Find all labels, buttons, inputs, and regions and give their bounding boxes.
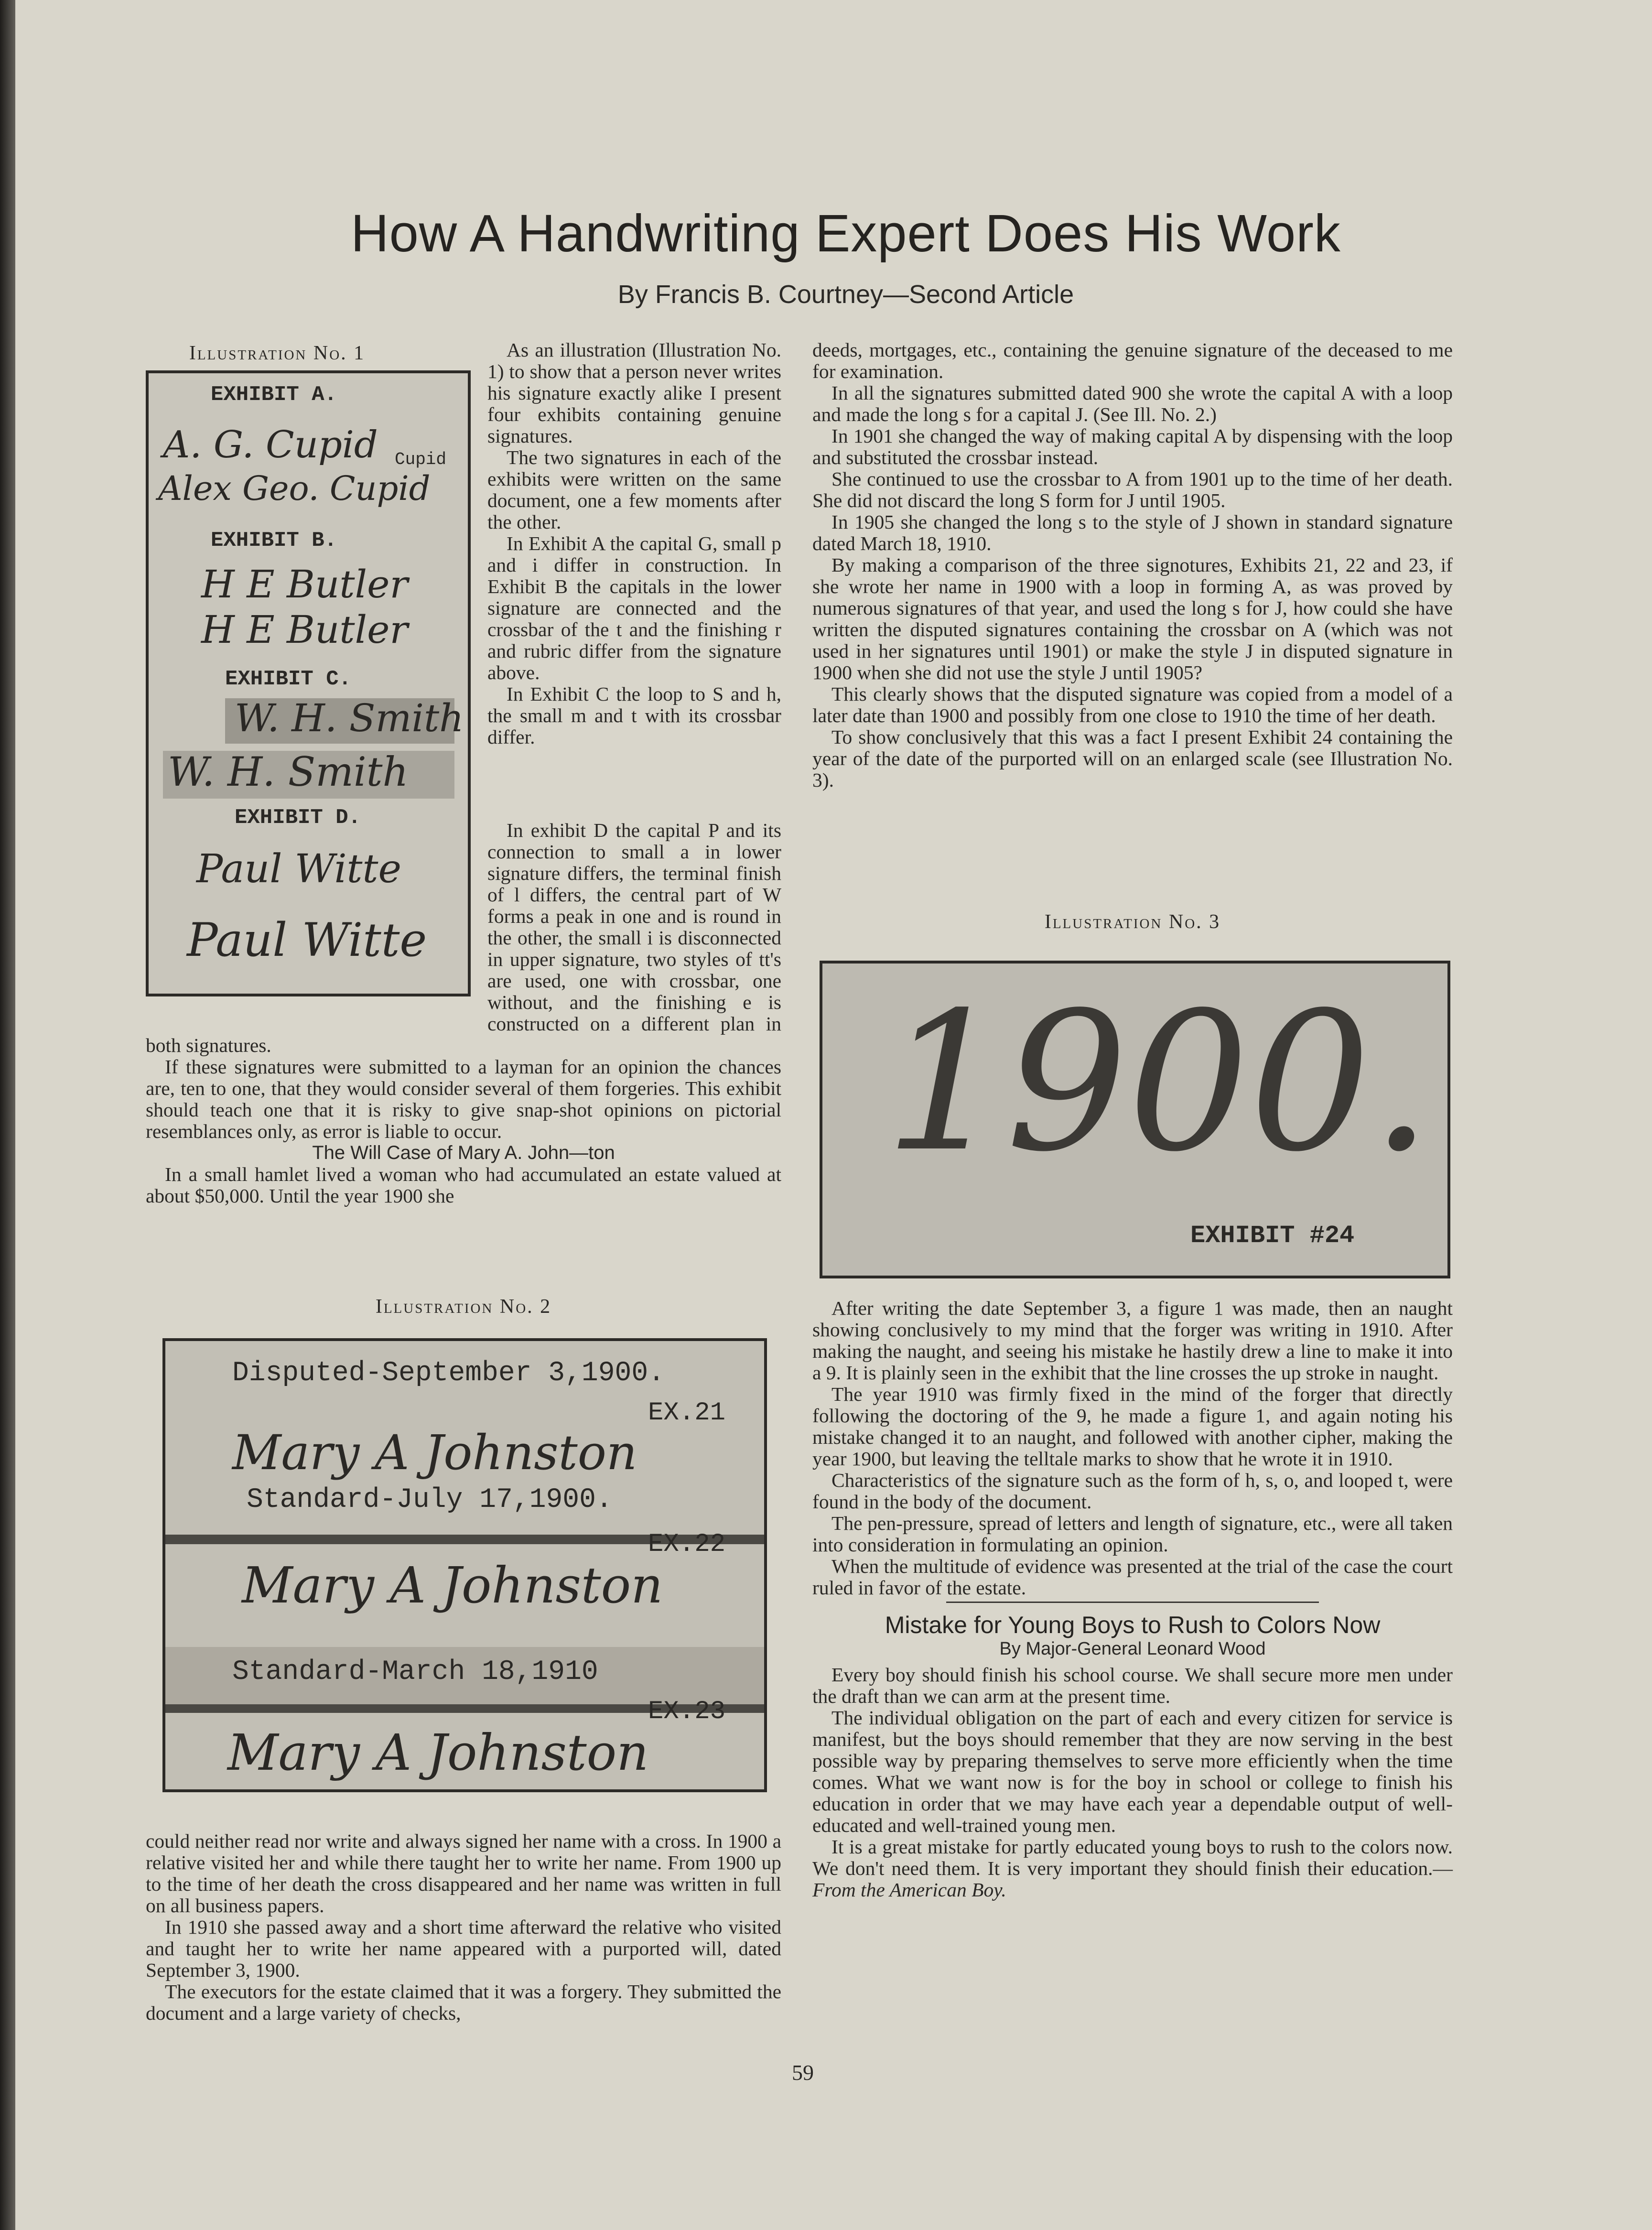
exhibit-21-label: EX.21 — [648, 1398, 726, 1428]
standard-1900-typed-label: Standard-July 17,1900. — [247, 1484, 613, 1516]
paragraph: In a small hamlet lived a woman who had accumulated an estate valued at about $50,000. Until the year 1900 she — [146, 1163, 781, 1207]
paragraph: By making a comparison of the three signotures, Exhibits 21, 22 and 23, if she wrote her name in 1900 with a loop in forming A, as was proved by numerous signatures of that year, and used the long s for J, how could she have written the disputed signatures containing the crossbar on A (which was not used in her signatures until 1901) or make the style J in disputed signature in 1900 when she did not use the style J until 1905? — [812, 554, 1453, 683]
disputed-signature: Mary A Johnston — [232, 1425, 637, 1481]
paragraph: This clearly shows that the disputed signature was copied from a model of a later date than 1900 and possibly from one close to 1910 the time of her death. — [812, 683, 1453, 726]
paragraph: In Exhibit C the loop to S and h, the small m and t with its crossbar differ. — [487, 683, 781, 748]
standard-1900-signature: Mary A Johnston — [242, 1556, 663, 1614]
column-2-bottom-text — [812, 1298, 1453, 1901]
paragraph: She continued to use the crossbar to A from 1901 up to the time of her death. She did not discard the long S form for J until 1905. — [812, 468, 1453, 511]
exhibit-b-signature-1: H E Butler — [201, 562, 408, 606]
exhibit-a-signature-1: A. G. Cupid — [163, 423, 378, 466]
paragraph: After writing the date September 3, a figure 1 was made, then an naught showing conclusively to my mind that the forger was writing in 1910. After making the naught, and seeing his mistake he hastily drew a line to make it into a 9. It is plainly seen in the exhibit that the line crosses the up stroke in naught. — [812, 1297, 1453, 1384]
disputed-typed-label: Disputed-September 3,1900. — [232, 1358, 665, 1389]
exhibit-b-label: EXHIBIT B. — [211, 529, 337, 552]
paragraph — [812, 1836, 1453, 1901]
illustration-3-photo — [820, 961, 1450, 1278]
paragraph: could neither read nor write and always signed her name with a cross. In 1900 a relative visited her and while there taught her to write her name. From 1900 up to the time of her death the cross disappeared and her name was written in full on all business papers. — [146, 1830, 781, 1916]
article-title: How A Handwriting Expert Does His Work — [351, 204, 1341, 263]
paragraph: The year 1910 was firmly fixed in the mind of the forger that directly following the doctoring of the 9, he made a figure 1, and again noting his mistake changed it to an naught, and followed with another cipher, making the year 1900, but leaving the telltale marks to show that he wrote it in 1910. — [812, 1383, 1453, 1470]
column-2-top-text — [812, 339, 1453, 791]
exhibit-d-signature-1: Paul Witte — [196, 846, 401, 892]
exhibit-a-label: EXHIBIT A. — [211, 383, 337, 407]
article-2-byline: By Major-General Leonard Wood — [999, 1639, 1266, 1659]
will-case-subheading: The Will Case of Mary A. John—ton — [312, 1142, 615, 1163]
paragraph: The individual obligation on the part of each and every citizen for service is manifest, but the boys should remember that they are now serving in the best possible way by preparing themselves to serve more efficiently when the time comes. What we want now is for the boy in school or college to finish his education in order that we may have each year a dependable output of well-educated and well-trained young men. — [812, 1707, 1453, 1836]
exhibit-c-signature-1: W. H. Smith — [235, 696, 464, 740]
illustration-2-caption: Illustration No. 2 — [375, 1296, 552, 1318]
article-separator — [946, 1602, 1319, 1603]
enlarged-year-figure: 1900. — [885, 972, 1432, 1194]
exhibit-a-signature-2: Alex Geo. Cupid — [158, 469, 431, 508]
paragraph: To show conclusively that this was a fact I present Exhibit 24 containing the year of the date of the purported will on an enlarged scale (see Illustration No. 3). — [812, 726, 1453, 791]
paragraph-text: It is a great mistake for partly educated young boys to rush to the colors now. We don't need them. It is very important they should finish their education.— — [812, 1836, 1453, 1879]
figure-float-spacer — [146, 820, 487, 1016]
source-credit: From the American Boy. — [812, 1879, 1006, 1901]
paragraph: As an illustration (Illustration No. 1) to show that a person never writes his signature exactly alike I present four exhibits containing genuine signatures. — [487, 339, 781, 447]
exhibit-22-label: EX.22 — [648, 1530, 726, 1559]
illustration-3-caption: Illustration No. 3 — [1044, 911, 1221, 933]
paragraph: Characteristics of the signature such as the form of h, s, o, and looped t, were found in the body of the document. — [812, 1469, 1453, 1513]
exhibit-d-label: EXHIBIT D. — [235, 806, 361, 830]
paragraph: The two signatures in each of the exhibits were written on the same document, one a few moments after the other. — [487, 446, 781, 533]
exhibit-24-label: EXHIBIT #24 — [1190, 1222, 1355, 1250]
paragraph: In 1905 she changed the long s to the style of J shown in standard signature dated March 18, 1910. — [812, 511, 1453, 554]
illustration-2-photo — [162, 1338, 767, 1792]
standard-1910-typed-label: Standard-March 18,1910 — [232, 1656, 598, 1688]
paragraph: The executors for the estate claimed that it was a forgery. They submitted the document and a large variety of checks, — [146, 1981, 781, 2024]
illustration-1-caption: Illustration No. 1 — [189, 342, 366, 364]
article-2-title: Mistake for Young Boys to Rush to Colors Now — [885, 1612, 1381, 1638]
column-1-continued-text — [146, 820, 781, 1207]
exhibit-23-label: EX.23 — [648, 1697, 726, 1726]
column-1-bottom-text — [146, 1830, 781, 2024]
paragraph: In Exhibit A the capital G, small p and i differ in construction. In Exhibit B the capitals in the lower signature are connected and the crossbar of the t and the finishing r and rubric differ from the signature above. — [487, 532, 781, 683]
exhibit-c-signature-2: W. H. Smith — [168, 748, 409, 795]
paragraph: In 1901 she changed the way of making capital A by dispensing with the loop and substituted the crossbar instead. — [812, 425, 1453, 468]
article-byline: By Francis B. Courtney—Second Article — [617, 280, 1074, 309]
paragraph: If these signatures were submitted to a layman for an opinion the chances are, ten to one, that they would consider several of them forgeries. This exhibit should teach one that it is risky to give snap-shot opinions on pictorial resemblances only, as error is liable to occur. — [146, 1056, 781, 1142]
paragraph: In exhibit D the capital P and its connection to small a in lower signature differs, the terminal finish of l differs, the central part of W forms a peak in one and is round in the other, the small i is disconnected in upper signature, two styles of tt's are used, one with crossbar, one without, and the finishing e is constructed on a different plan in both signatures. — [146, 819, 781, 1056]
page-number: 59 — [792, 2060, 814, 2085]
paragraph: When the multitude of evidence was presented at the trial of the case the court ruled in favor of the estate. — [812, 1555, 1453, 1599]
exhibit-d-signature-2: Paul Witte — [187, 913, 427, 967]
column-1-wrap-text — [487, 339, 781, 748]
exhibit-b-signature-2: H E Butler — [201, 607, 408, 652]
paragraph: The pen-pressure, spread of letters and length of signature, etc., were all taken into consideration in formulating an opinion. — [812, 1512, 1453, 1556]
paragraph: Every boy should finish his school course. We shall secure more men under the draft than we can arm at the present time. — [812, 1664, 1453, 1707]
paragraph: In 1910 she passed away and a short time afterward the relative who visited and taught her to write her name appeared with a purported will, dated September 3, 1900. — [146, 1916, 781, 1981]
paragraph: deeds, mortgages, etc., containing the genuine signature of the deceased to me for examination. — [812, 339, 1453, 382]
exhibit-c-label: EXHIBIT C. — [225, 667, 352, 691]
paragraph: In all the signatures submitted dated 900 she wrote the capital A with a loop and made the long s for a capital J. (See Ill. No. 2.) — [812, 382, 1453, 425]
exhibit-a-typed-name: Cupid — [395, 450, 447, 469]
standard-1910-signature: Mary A Johnston — [227, 1723, 649, 1782]
